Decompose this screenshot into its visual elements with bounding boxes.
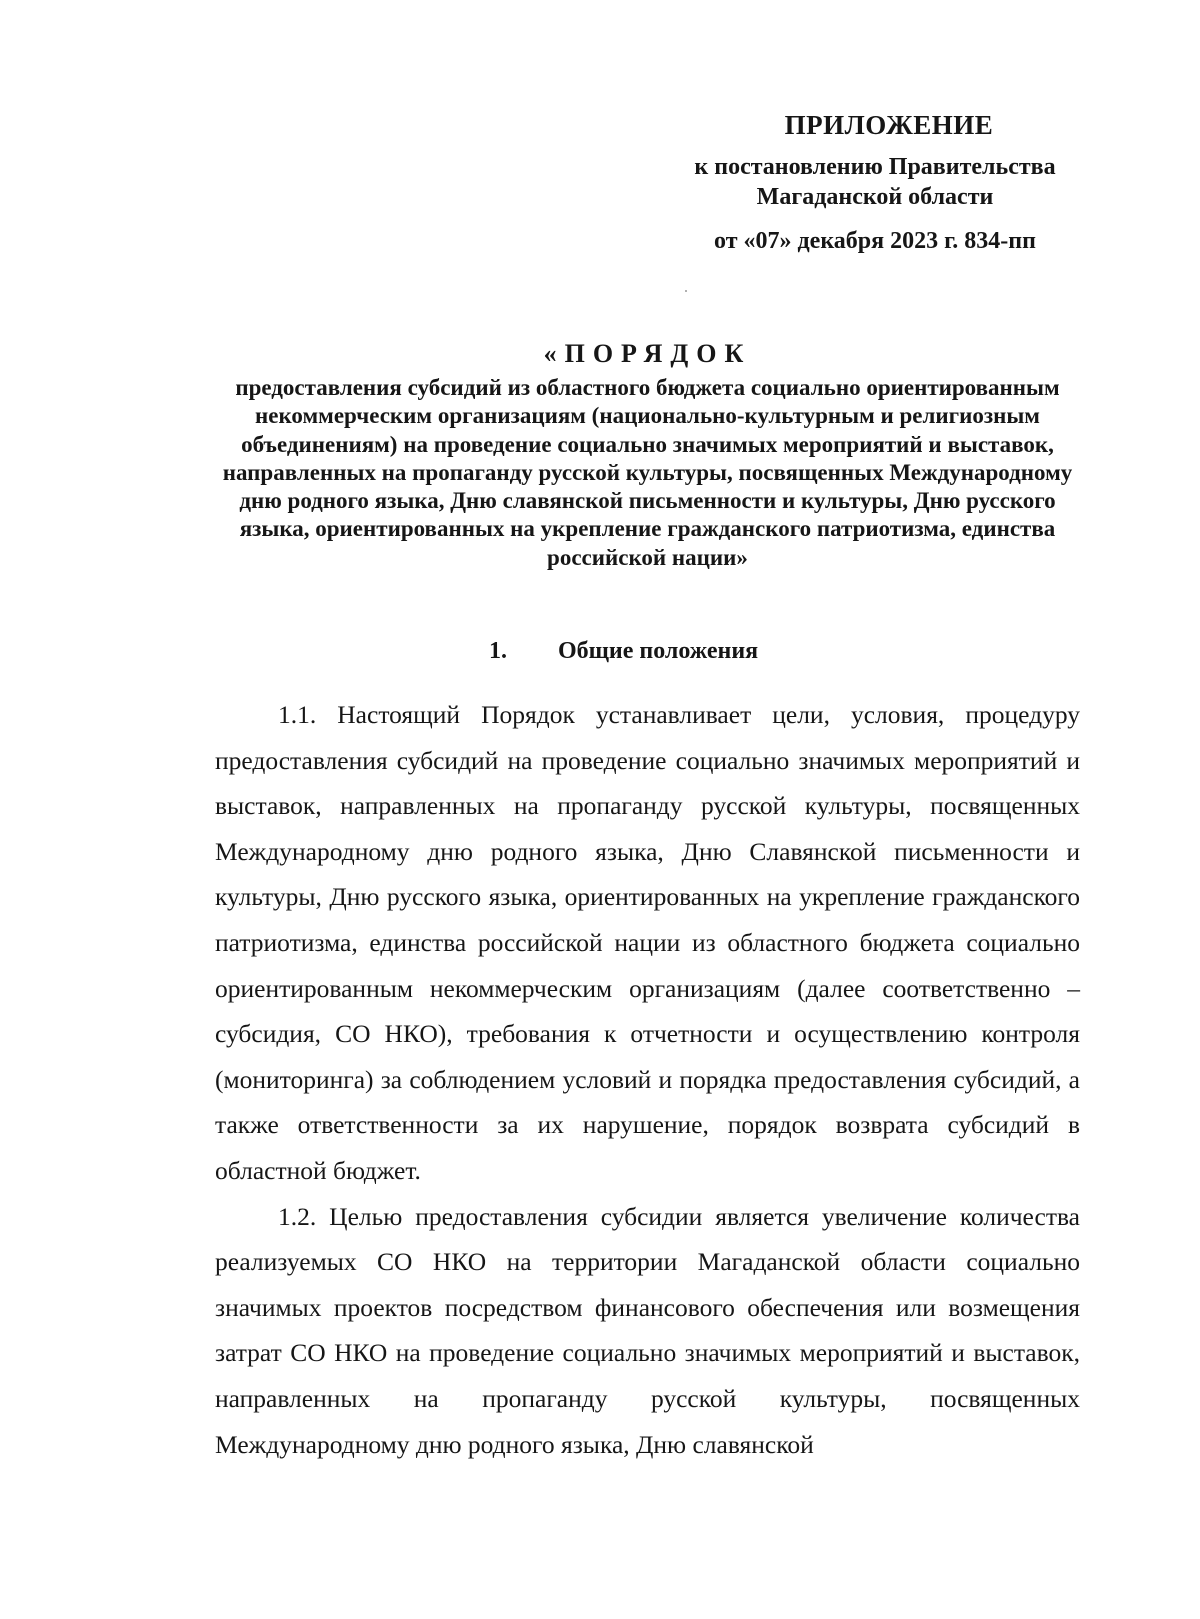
body-text (215, 692, 1080, 1467)
section-title: Общие положения (558, 638, 759, 664)
paragraph-1-1: 1.1. Настоящий Порядок устанавливает цели, условия, процедуру предоставления субсидий на проведение социально значимых мероприятий и выставок, направленных на пропаганду русской культуры, посвященных Международному дню родного языка, Дню Славянской письменности и культуры, Дню русского языка, ориентированных на укрепление гражданского патриотизма, единства российской нации из областного бюджета социально ориентированным некоммерческим организациям (далее соответственно – субсидия, СО НКО), требования к отчетности и осуществлению контроля (мониторинга) за соблюдением условий и порядка предоставления субсидий, а также ответственности за их нарушение, порядок возврата субсидий в областной бюджет. (215, 700, 1080, 1185)
appendix-region-line: Магаданской области (756, 184, 994, 210)
section-number: 1. (489, 638, 507, 664)
appendix-header (660, 108, 1090, 256)
appendix-resolution-line: к постановлению Правительства (694, 154, 1056, 180)
appendix-label: ПРИЛОЖЕНИЕ (784, 110, 994, 140)
paragraph-1-2: 1.2. Целью предоставления субсидии является увеличение количества реализуемых СО НКО на территории Магаданской области социально значимых проектов посредством финансового обеспечения или возмещения затрат СО НКО на проведение социально значимых мероприятий и выставок, направленных на пропаганду русской культуры, посвященных Международному дню родного языка, Дню славянской (215, 1201, 1080, 1459)
document-title-block (215, 337, 1080, 572)
scan-speck (685, 290, 687, 292)
appendix-date-line: от «07» декабря 2023 г. 834-пп (714, 228, 1036, 254)
document-subtitle: предоставления субсидий из областного бюджета социально ориентированным некоммерческим организациям (национально-культурным и религиозным объединениям) на проведение социально значимых мероприятий и выставок, направленных на пропаганду русской культуры, посвященных Международному дню родного языка, Дню славянской письменности и культуры, Дню русского языка, ориентированных на укрепление гражданского патриотизма, единства российской нации» (222, 375, 1073, 570)
document-title: «ПОРЯДОК (543, 339, 752, 368)
